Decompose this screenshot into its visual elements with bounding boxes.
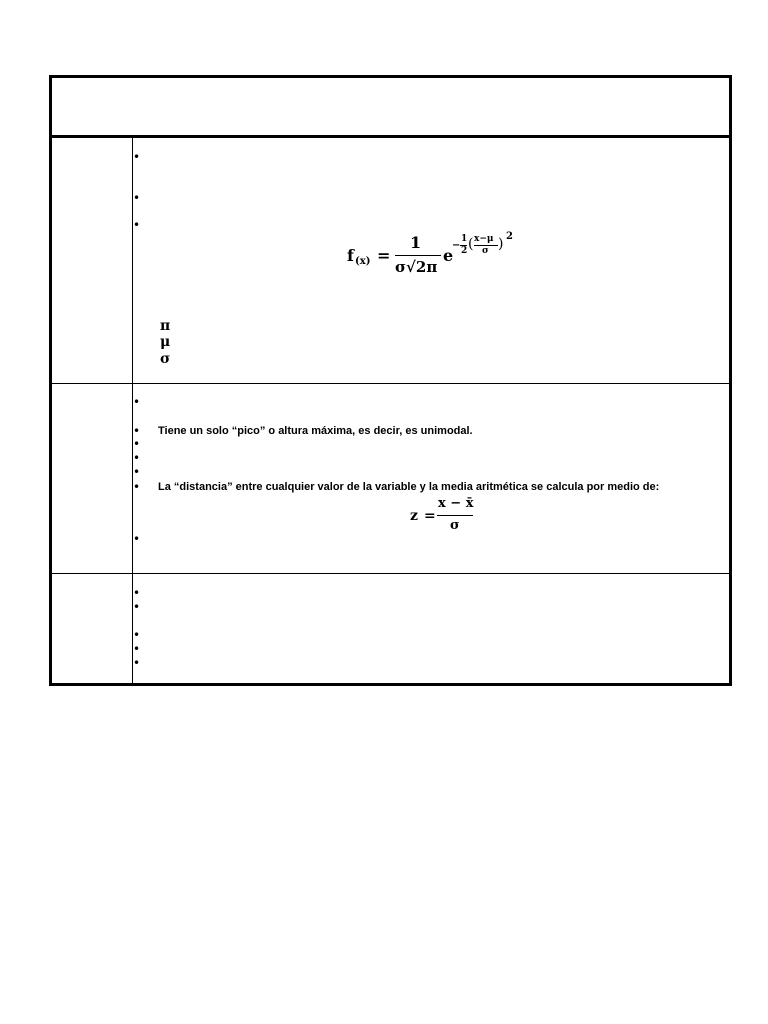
bullet: • [133,532,141,546]
formula-inner-den: σ [482,246,489,256]
row-divider-1 [52,383,729,384]
symbol-mu: μ [160,334,171,350]
z-numerator: x − x̄ [438,496,474,511]
bullet: • [133,395,141,409]
formula-exp-half-den: 2 [461,246,468,256]
formula-exp-base: e [443,246,454,265]
formula-lhs-subscript: (x) [355,256,371,267]
bullet: • [133,465,141,479]
formula-paren-open: ( [468,236,474,252]
bullet: • [133,437,141,451]
bullet: • [133,642,141,656]
formula-paren-close: ) [498,236,504,252]
fraction-bar [395,255,441,256]
bullet: • [133,628,141,642]
symbol-sigma: σ [160,351,171,367]
unimodal-item: Tiene un solo “pico” o altura máxima, es decir, es unimodal. [158,425,473,437]
symbol-pi: π [160,318,171,334]
bullet: • [133,218,141,232]
formula-exp-power: 2 [506,231,513,242]
distance-item: La “distancia” entre cualquier valor de la variable y la media aritmética se calcula por medio de: [158,481,660,493]
formula-lhs: f [347,246,354,265]
formula-exp-half-num: 1 [461,234,468,244]
bullet: • [133,480,141,494]
formula-exp-minus: − [452,240,461,251]
formula-denominator: σ√2π [395,258,438,276]
content-table [49,75,732,686]
table-header-row [52,78,729,138]
z-lhs: z [410,508,418,524]
bullet: • [133,150,141,164]
bullet: • [133,451,141,465]
row-divider-2 [52,573,729,574]
bullet: • [133,586,141,600]
bullet: • [133,600,141,614]
bullet: • [133,656,141,670]
z-equals: = [424,508,436,524]
bullet: • [133,424,141,438]
formula-inner-num: x−μ [474,234,494,244]
z-denominator: σ [450,518,460,533]
formula-numerator: 1 [410,233,422,252]
z-fraction-bar [437,515,473,516]
bullet: • [133,191,141,205]
formula-equals: = [377,246,391,265]
